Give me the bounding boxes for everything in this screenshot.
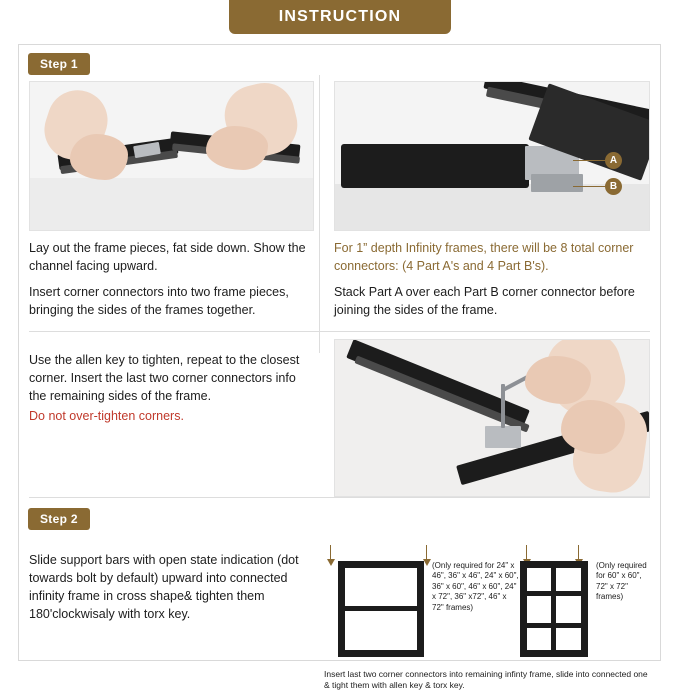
- diagram1-bottom-bar: [338, 650, 424, 657]
- diagram1-top-bar: [338, 561, 424, 568]
- section-one-right: [334, 81, 650, 320]
- step-2-badge: Step 2: [28, 508, 90, 530]
- arrow-stem-3: [526, 545, 527, 559]
- section-three: [29, 537, 650, 691]
- arrow-stem-1: [330, 545, 331, 559]
- arrow-down-2: [423, 559, 431, 566]
- leader-b: [573, 186, 607, 187]
- caption-support-bars: Slide support bars with open state indication (dot towards bolt by default) upward into connected infinity frame in cross shape& tighten them 180'clockwisaly with torx key.: [29, 553, 299, 622]
- caption-insert-connectors: Insert corner connectors into two frame pieces, bringing the sides of the frames together.: [29, 285, 289, 318]
- caption-total-connectors: For 1” depth Infinity frames, there will be 8 total corner connectors: (4 Part A's and 4 Part B's).: [334, 241, 634, 274]
- section-two-text: [29, 343, 314, 426]
- caption-stack-parts: Stack Part A over each Part B corner connector before joining the sides of the frame.: [334, 285, 635, 318]
- step-1-badge: Step 1: [28, 53, 90, 75]
- diagram2-vertical-support: [551, 568, 556, 657]
- frame-profile-left: [341, 144, 529, 188]
- callout-b: B: [605, 178, 622, 195]
- section-two: [29, 341, 650, 491]
- arrow-stem-2: [426, 545, 427, 559]
- arrow-stem-4: [578, 545, 579, 559]
- photo-frame-pieces: [29, 81, 314, 231]
- caption-lay-out-frame: Lay out the frame pieces, fat side down. Show the channel facing upward.: [29, 241, 306, 274]
- hand-left: [70, 134, 128, 180]
- diagram-single-support: [338, 561, 424, 657]
- corner-connector-2: [485, 426, 521, 448]
- frame-diagrams: [324, 537, 650, 687]
- note-left-frames: (Only required for 24" x 46", 36" x 46", 24" x 60", 36" x 60", 46" x 60", 24" x 72", 36" x72", 46" x 72" frames): [432, 561, 519, 612]
- caption-allen-key: Use the allen key to tighten, repeat to the closest corner. Insert the last two corner connectors info the remaining sides of the frame.: [29, 353, 300, 404]
- connector-part-b: [531, 174, 583, 192]
- hand-upper: [525, 356, 591, 404]
- section-one-left: [29, 81, 314, 320]
- diagram1-right-bar: [417, 561, 424, 657]
- page-title: INSTRUCTION: [278, 8, 402, 25]
- diagram2-left-bar: [520, 561, 527, 657]
- arrow-down-1: [327, 559, 335, 566]
- horizontal-divider-2: [29, 497, 650, 498]
- diagram1-left-bar: [338, 561, 345, 657]
- table-surface-2: [335, 184, 649, 230]
- photo-corner-connectors: [334, 81, 650, 231]
- photo-tighten-corner: [334, 339, 650, 497]
- diagram2-right-bar: [581, 561, 588, 657]
- note-right-frames: (Only required for 60" x 60", 72" x 72" frames): [596, 561, 647, 602]
- diagram2-top-bar: [520, 561, 588, 568]
- hand-lower: [561, 400, 625, 454]
- section-three-text: [29, 543, 319, 624]
- instruction-header: [229, 0, 451, 34]
- leader-a: [573, 160, 607, 161]
- table-surface: [30, 178, 313, 230]
- caption-warning: Do not over-tighten corners.: [29, 409, 184, 424]
- callout-a: A: [605, 152, 622, 169]
- diagram1-cross-support: [345, 606, 417, 611]
- instruction-sheet: [18, 44, 661, 691]
- diagram-double-support: [520, 561, 588, 657]
- section-one: [29, 81, 650, 361]
- hand-right: [206, 126, 268, 170]
- footer-note: Insert last two corner connectors into remaining infinty frame, slide into connected one & tight them with allen key & torx key.: [324, 669, 648, 691]
